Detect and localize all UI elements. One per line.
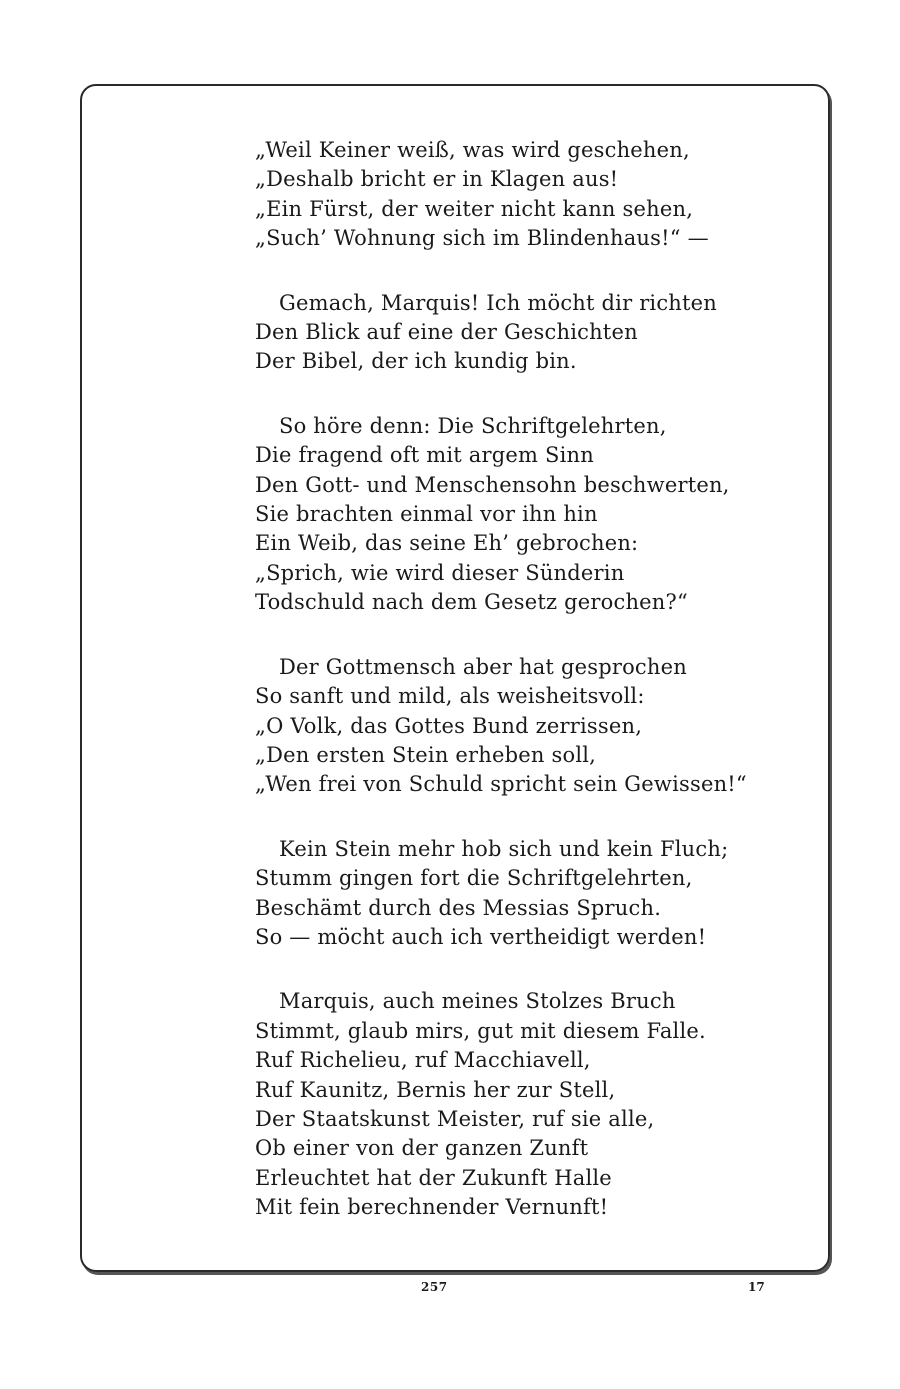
poem-line: Erleuchtet hat der Zukunft Halle [255,1165,612,1190]
poem-line: Den Gott- und Menschensohn beschwerten, [255,472,730,497]
poem-line: So sanft und mild, als weisheitsvoll: [255,684,645,709]
stanza-gap [255,254,815,289]
stanza-2 [255,289,815,377]
stanza-1 [255,136,815,254]
poem-line: Die fragend oft mit argem Sinn [255,443,594,468]
poem-line: „Wen frei von Schuld spricht sein Gewissen!“ [255,772,747,797]
poem-line: „Ein Fürst, der weiter nicht kann sehen, [255,196,694,221]
stanza-gap [255,377,815,412]
poem-body [255,136,815,1223]
poem-line: „Weil Keiner weiß, was wird geschehen, [255,138,690,162]
poem-line: Stimmt, glaub mirs, gut mit diesem Falle. [255,1018,706,1043]
poem-line: Ruf Kaunitz, Bernis her zur Stell, [255,1077,616,1102]
poem-line: Todschuld nach dem Gesetz gerochen?“ [255,590,688,615]
poem-line: „Deshalb bricht er in Klagen aus! [255,167,619,192]
poem-line: Der Staatskunst Meister, ruf sie alle, [255,1106,655,1131]
stanza-gap [255,800,815,835]
poem-line: Stumm gingen fort die Schriftgelehrten, [255,866,693,891]
poem-line: Der Gottmensch aber hat gesprochen [279,654,687,679]
poem-line: Mit fein berechnender Vernunft! [255,1195,609,1220]
stanza-6 [255,987,815,1222]
stanza-3 [255,412,815,618]
poem-line: Ein Weib, das seine Eh’ gebrochen: [255,531,639,556]
sheet-number: 17 [748,1280,765,1294]
poem-line: Ruf Richelieu, ruf Macchiavell, [255,1048,591,1073]
poem-line: „Sprich, wie wird dieser Sünderin [255,560,625,585]
poem-line: „Such’ Wohnung sich im Blindenhaus!“ — [255,226,709,251]
poem-line: Sie brachten einmal vor ihn hin [255,502,598,527]
poem-line: Gemach, Marquis! Ich möcht dir richten [279,290,718,315]
poem-line: Beschämt durch des Messias Spruch. [255,895,662,920]
poem-line: Den Blick auf eine der Geschichten [255,320,638,345]
poem-line: Marquis, auch meines Stolzes Bruch [279,989,676,1014]
printer-signature-mark: 257 [421,1280,448,1294]
poem-line: So höre denn: Die Schriftgelehrten, [279,413,667,438]
poem-line: Ob einer von der ganzen Zunft [255,1136,589,1161]
poem-line: „Den ersten Stein erheben soll, [255,742,597,767]
poem-line: So — möcht auch ich vertheidigt werden! [255,924,707,949]
stanza-5 [255,835,815,953]
stanza-gap [255,952,815,987]
poem-line: „O Volk, das Gottes Bund zerrissen, [255,713,643,738]
stanza-gap [255,618,815,653]
poem-line: Kein Stein mehr hob sich und kein Fluch; [279,836,729,861]
poem-line: Der Bibel, der ich kundig bin. [255,349,577,374]
stanza-4 [255,653,815,800]
